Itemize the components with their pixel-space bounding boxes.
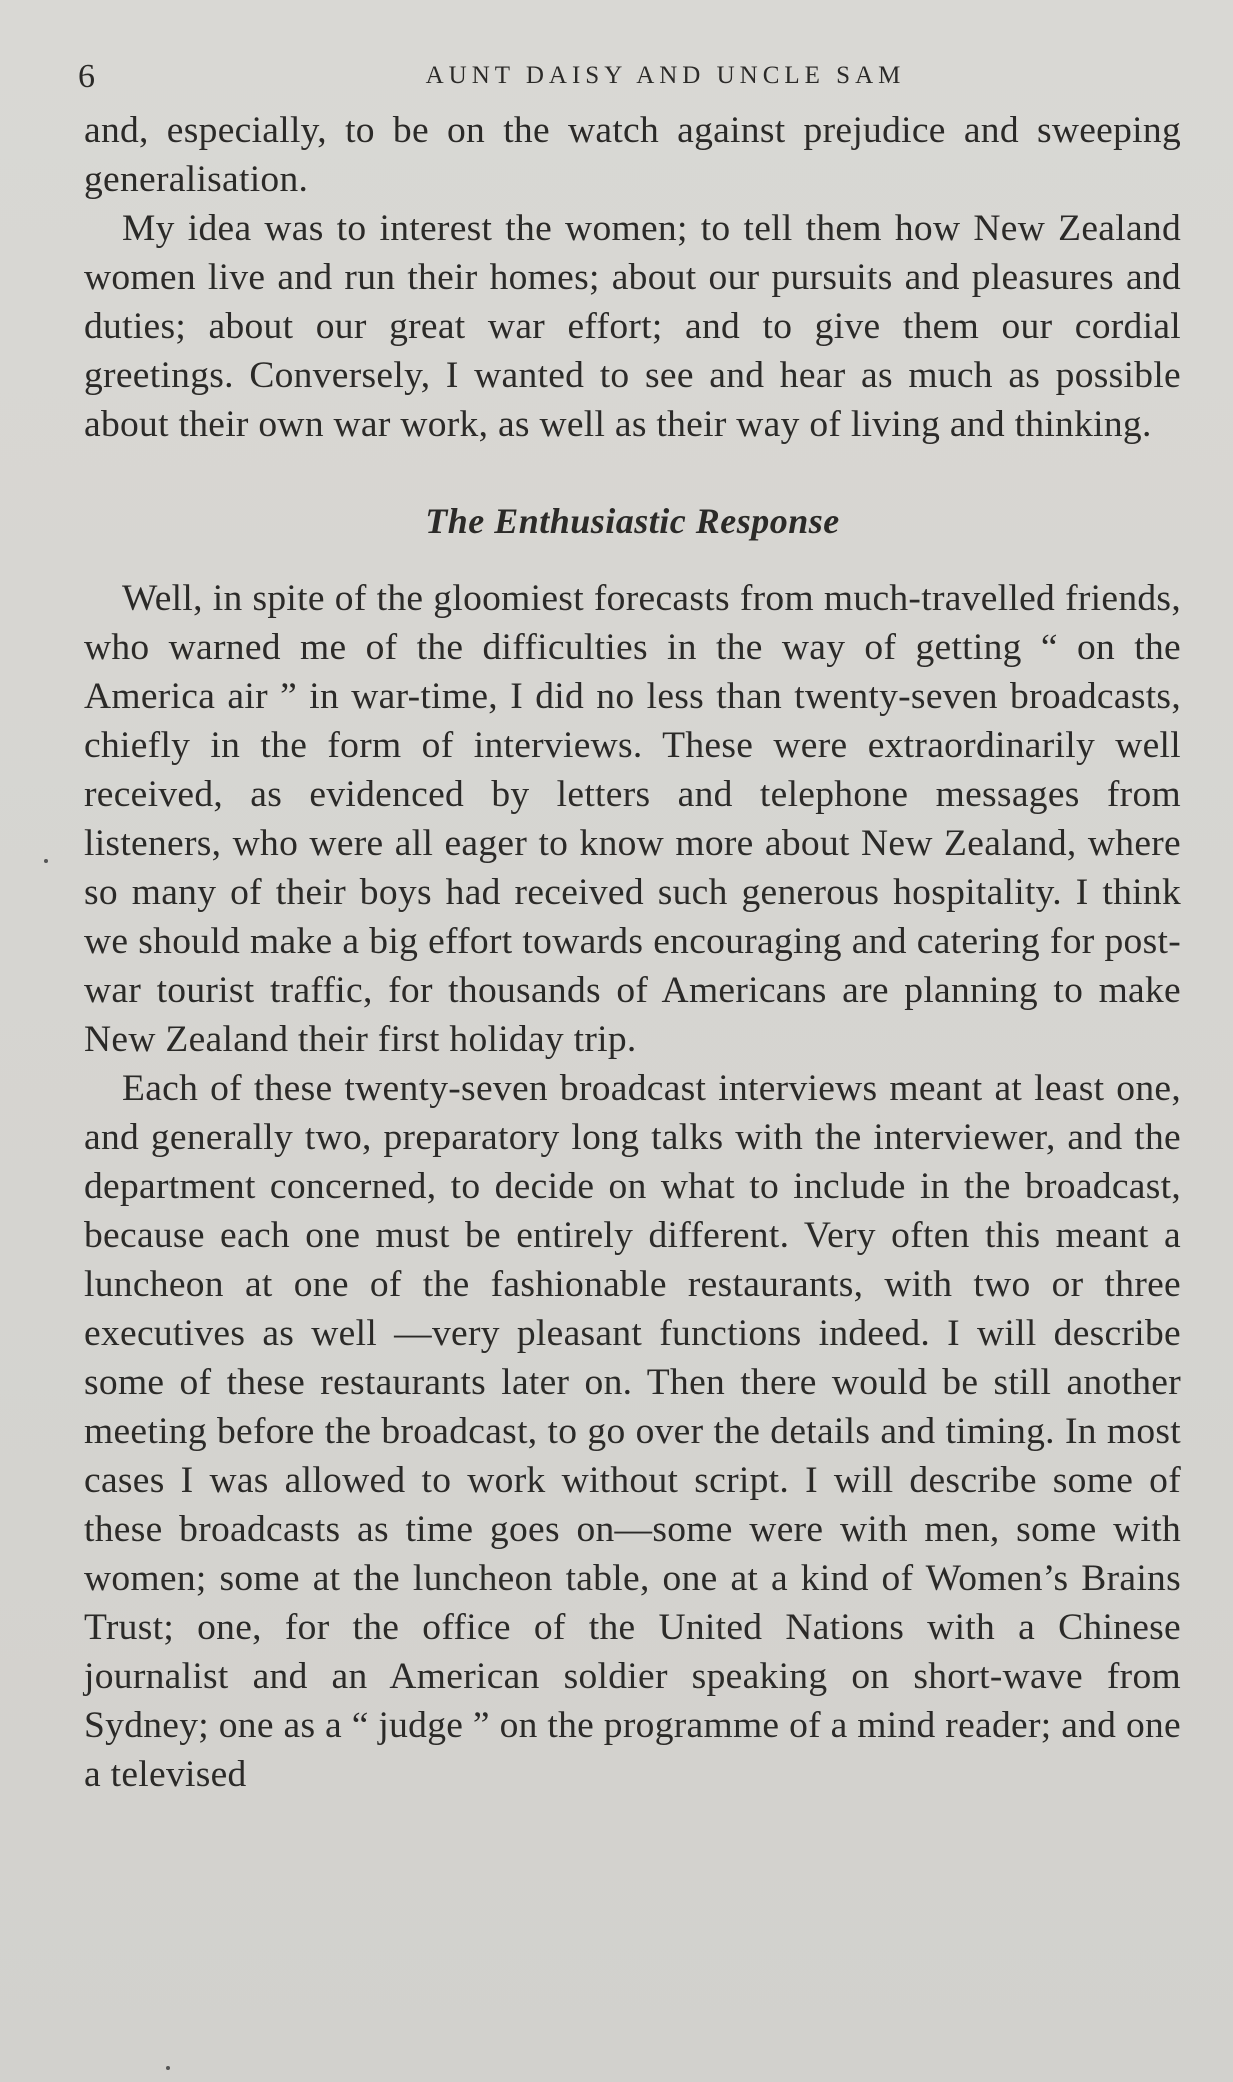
running-title: AUNT DAISY AND UNCLE SAM (425, 62, 906, 89)
margin-mark (44, 859, 48, 863)
section-heading: The Enthusiastic Response (425, 501, 840, 541)
page-number: 6 (78, 58, 95, 95)
body-text (84, 106, 1181, 1799)
paragraph-interviews: Each of these twenty-seven broadcast interviews meant at least one, and generally two, preparatory long talks with the interviewer, and the department concerned, to decide on what to include in the broadcast, because each one must be entirely different. Very often this meant a luncheon at one of the fashionable restaurants, with two or three executives as well —very pleasant functions indeed. I will describe some of these restaurants later on. Then there would be still another meeting before the broadcast, to go over the details and timing. In most cases I was allowed to work without script. I will describe some of these broadcasts as time goes on—some were with men, some with women; some at the luncheon table, one at a kind of Women’s Brains Trust; one, for the office of the United Nations with a Chinese journalist and an American soldier speaking on short-wave from Sydney; one as a “ judge ” on the programme of a mind reader; and one a televised (84, 1068, 1181, 1795)
margin-mark (166, 2066, 170, 2070)
page-header (78, 58, 1183, 98)
paragraph-broadcasts: Well, in spite of the gloomiest forecasts from much-travelled friends, who warned me of the difficulties in the way of getting “ on the America air ” in war-time, I did no less than twenty-seven broadcasts, chiefly in the form of interviews. These were extraordinarily well received, as evidenced by letters and telephone messages from listeners, who were all eager to know more about New Zealand, where so many of their boys had received such generous hospitality. I think we should make a big effort towards encouraging and catering for post-war tourist traffic, for thousands of Americans are planning to make New Zealand their first holiday trip. (84, 578, 1181, 1060)
paragraph-continuation: and, especially, to be on the watch against prejudice and sweeping generalisation. (84, 110, 1181, 200)
paragraph-idea: My idea was to interest the women; to tell them how New Zealand women live and run their homes; about our pursuits and pleasures and duties; about our great war effort; and to give them our cordial greetings. Conversely, I wanted to see and hear as much as possible about their own war work, as well as their way of living and thinking. (84, 208, 1181, 445)
